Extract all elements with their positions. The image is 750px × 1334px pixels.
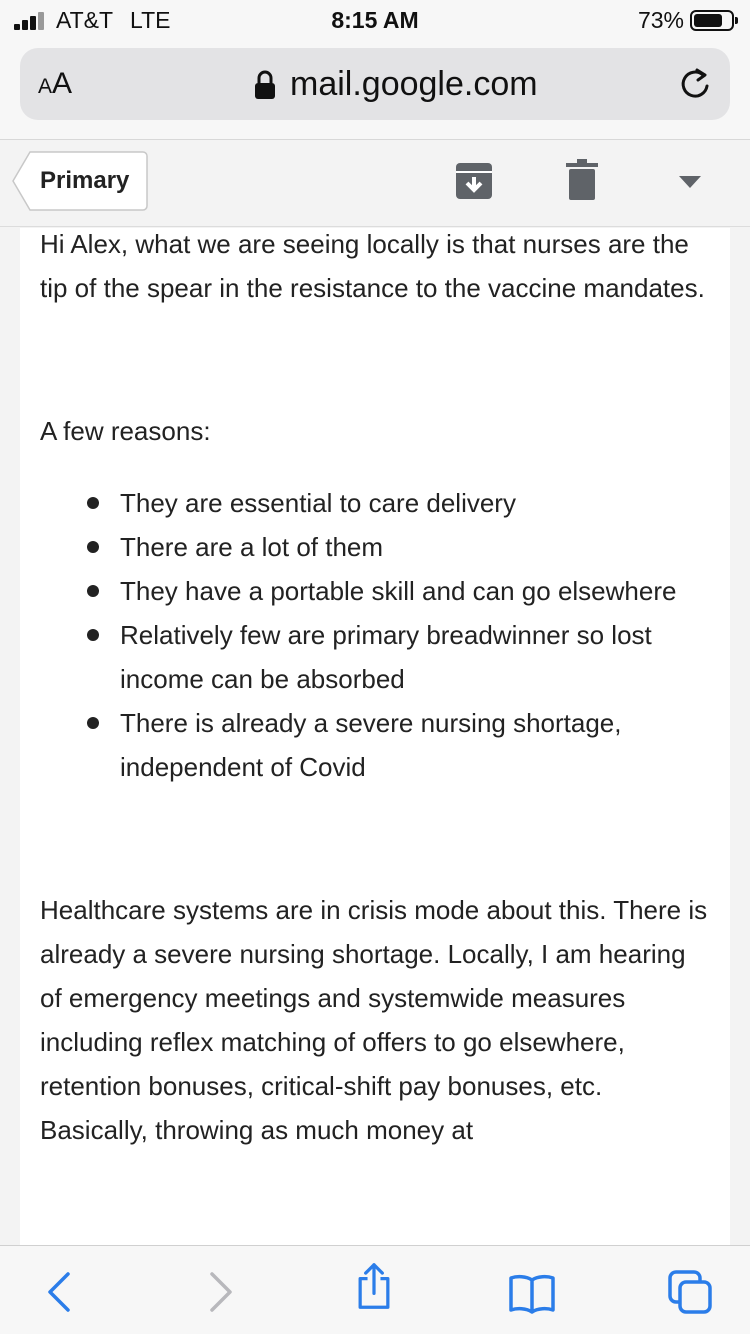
carrier-name: AT&T <box>56 7 114 33</box>
back-to-primary-button[interactable] <box>12 151 148 211</box>
list-item: There is already a severe nursing shortage, independent of Covid <box>120 701 714 789</box>
trash-icon[interactable] <box>565 159 599 201</box>
paragraph-gap <box>40 789 714 888</box>
gmail-toolbar <box>0 141 750 227</box>
paragraph-gap <box>40 310 714 409</box>
email-closing-paragraph: Healthcare systems are in crisis mode about this. There is already a severe nursing shortage. Locally, I am hearing of emergency meetings and systemwide measures including reflex matching of offers to go elsewhere, retention bonuses, critical-shift pay bonuses, etc. Basically, throwing as much money at <box>40 895 708 1145</box>
reload-icon[interactable] <box>676 64 716 104</box>
network-type: LTE <box>130 7 171 33</box>
list-item: Relatively few are primary breadwinner so lost income can be absorbed <box>120 613 714 701</box>
list-item: They have a portable skill and can go elsewhere <box>120 569 714 613</box>
battery-percent: 73% <box>637 7 684 33</box>
aa-small-letter: A <box>38 75 53 98</box>
reader-options-button[interactable] <box>38 62 94 106</box>
battery-icon <box>690 10 734 31</box>
email-body <box>20 228 730 1152</box>
url-text[interactable]: mail.google.com <box>290 65 538 103</box>
address-bar[interactable] <box>20 48 730 120</box>
safari-bottom-toolbar <box>0 1245 750 1334</box>
aa-large-letter: A <box>52 67 73 100</box>
status-time: 8:15 AM <box>331 7 419 33</box>
reasons-intro: A few reasons: <box>40 416 211 446</box>
list-item: They are essential to care delivery <box>120 481 714 525</box>
reasons-list <box>40 481 714 789</box>
list-item: There are a lot of them <box>120 525 714 569</box>
tabs-icon[interactable] <box>666 1268 714 1316</box>
bookmarks-icon[interactable] <box>508 1268 556 1316</box>
back-button-label: Primary <box>40 167 130 194</box>
lock-icon <box>254 70 276 100</box>
back-arrow-icon[interactable] <box>36 1268 84 1316</box>
email-greeting: Hi Alex, what we are seeing locally is that nurses are the tip of the spear in the resistance to the vaccine mandates. <box>40 229 705 303</box>
email-content <box>20 228 730 1245</box>
archive-icon[interactable] <box>455 161 493 201</box>
safari-address-area <box>0 40 750 140</box>
more-dropdown-icon[interactable] <box>678 175 702 189</box>
forward-arrow-icon[interactable] <box>196 1268 244 1316</box>
status-bar <box>0 0 750 40</box>
share-icon[interactable] <box>350 1262 398 1310</box>
